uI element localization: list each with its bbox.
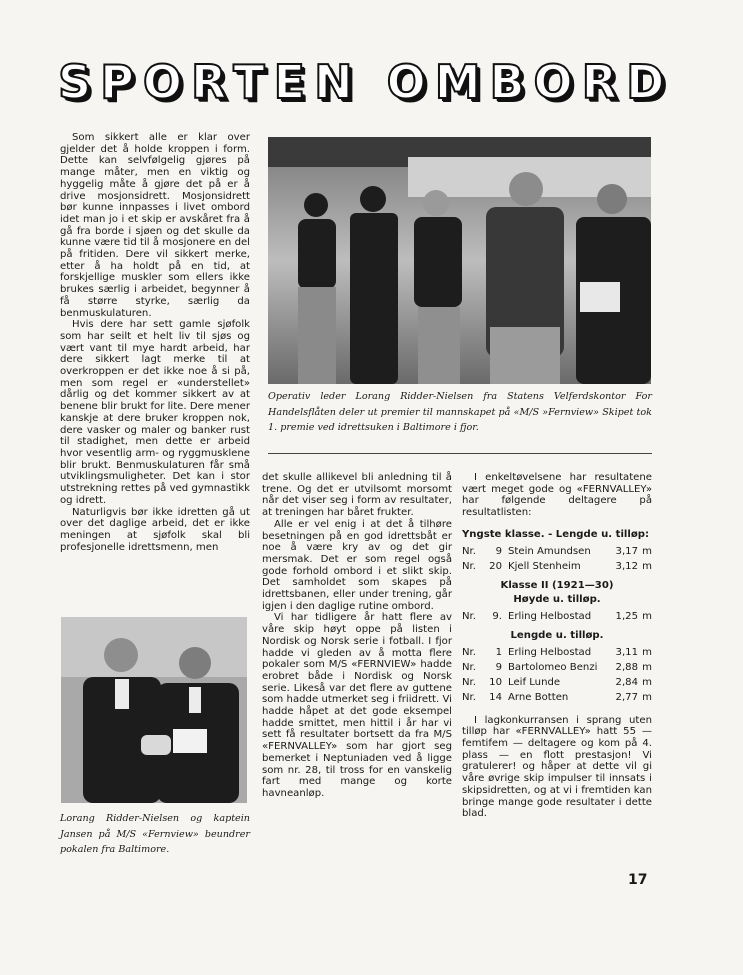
table-row: Nr. 20 Kjell Stenheim 3,12 m xyxy=(462,560,652,572)
photo-caption-2: Lorang Ridder-Nielsen og kaptein Jansen på M/S «Fernview» beundrer pokalen fra Baltimore. xyxy=(60,813,250,855)
crew-award-photo xyxy=(268,137,651,384)
trophy-photo xyxy=(61,617,247,803)
results-subheading: Klasse II (1921—30) xyxy=(500,579,614,591)
table-row: Nr. 10 Leif Lunde 2,84 m xyxy=(462,676,652,688)
table-row: Nr. 1 Erling Helbostad 3,11 m xyxy=(462,646,652,658)
results-table-hoyde xyxy=(462,609,652,624)
results-subheading: Høyde u. tilløp. xyxy=(513,594,601,606)
results-table-yngste xyxy=(462,544,652,574)
paragraph: Alle er vel enig i at det å tilhøre besetningen på en god idrettsbåt er noe å være kry av og det gir mersmak. Det er som regel også gode forhold ombord i et slikt skip. Det samholdet som skapes på idrettsbanen, eller under trening, går igjen i den daglige rutine ombord. xyxy=(262,518,452,612)
table-row: Nr. 9. Erling Helbostad 1,25 m xyxy=(462,610,652,622)
article-column-1 xyxy=(60,132,250,553)
page-headline: SPORTEN OMBORD xyxy=(58,55,674,109)
table-row: Nr. 14 Arne Botten 2,77 m xyxy=(462,691,652,703)
divider-line xyxy=(268,453,652,454)
paragraph: det skulle allikevel bli anledning til å trene. Og det er utvilsomt morsomt når det viser seg i form av resultater, at treningen har båret frukter. xyxy=(262,472,452,519)
table-row: Nr. 9 Bartolomeo Benzi 2,88 m xyxy=(462,661,652,673)
results-subheading: Lengde u. tilløp. xyxy=(510,629,604,641)
results-table-lengde xyxy=(462,645,652,705)
paragraph: Naturligvis bør ikke idretten gå ut over det daglige arbeid, det er ikke meningen at sjøfolk skal bli profesjonelle idrettsmenn, men xyxy=(60,506,250,553)
paragraph: Vi har tidligere år hatt flere av våre skip høyt oppe på listen i Nordisk og Norsk serie i fotball. I fjor hadde vi gleden av å motta flere pokaler som M/S «FERNVIEW» hadde erobret både i Nordisk og Norsk serie. Likeså var det flere av guttene som hadde utmerket seg i friidrett. Vi hadde håpet at det gode eksempel hadde smittet, men hittil i år har vi sett få resultater bortsett da fra M/S «FERNVALLEY» som har gjort seg bemerket i Neptuniaden ved å ligge som nr. 28, til tross for en vanskelig fart med mange og korte havneanløp. xyxy=(262,612,452,799)
article-column-2 xyxy=(262,472,452,800)
results-heading: Yngste klasse. - Lengde u. tilløp: xyxy=(462,528,650,540)
page-number: 17 xyxy=(628,872,648,888)
table-row: Nr. 9 Stein Amundsen 3,17 m xyxy=(462,545,652,557)
paragraph: Hvis dere har sett gamle sjøfolk som har seilt et helt liv til sjøs og vært vant til mye hardt arbeid, har dere sikkert lagt merke til at overkroppen er det ikke noe å si på, men som regel er «understellet» dårlig og det kommer sikkert av at benene blir brukt for lite. Dere mener kanskje at dere bruker kroppen nok, dere vasker og maler og banker rust til stadighet, men dette er arbeid hvor vesentlig arm- og ryggmusklene blir brukt. Benmuskulaturen får små utviklingsmuligheter. Det kan i stor utstrekning rettes på ved gymnastikk og idrett. xyxy=(60,319,250,506)
paragraph: I lagkonkurransen i sprang uten tilløp har «FERNVALLEY» hatt 55 — femtifem — deltagere og kom på 4. plass — en flott prestasjon! Vi gratulerer! og håper at dette vil gi våre øvrige skip impulser til innsats i skipsidretten, og at vi i fremtiden kan bringe mange gode resultater i dette blad. xyxy=(462,714,652,820)
article-column-3 xyxy=(462,472,652,820)
paragraph: Som sikkert alle er klar over gjelder det å holde kroppen i form. Dette kan selvfølgelig gjøres på mange måter, men en viktig og hyggelig måte å gjøre det på er å drive mosjonsidrett. Mosjonsidrett bør kunne innpasses i livet ombord idet man jo i et skip er avskåret fra å gå fra borde i sjøen og det skulle da kunne være tid til å mosjonere en del på fritiden. Dere vil sikkert merke, etter å ha holdt på en tid, at forskjellige muskler som ellers ikke brukes særlig i arbeidet, begynner å få større styrke, særlig da benmuskulaturen. xyxy=(60,132,250,319)
photo-caption-1: Operativ leder Lorang Ridder-Nielsen fra Statens Velferdskontor For Handelsflåten deler ut premier til mannskapet på «M/S »Fernview» Skipet tok 1. premie ved idrettsuken i Baltimore i fjor. xyxy=(268,391,652,433)
paragraph: I enkeltøvelsene har resultatene vært meget gode og «FERNVALLEY» har følgende deltagere på resultatlisten: xyxy=(462,472,652,519)
